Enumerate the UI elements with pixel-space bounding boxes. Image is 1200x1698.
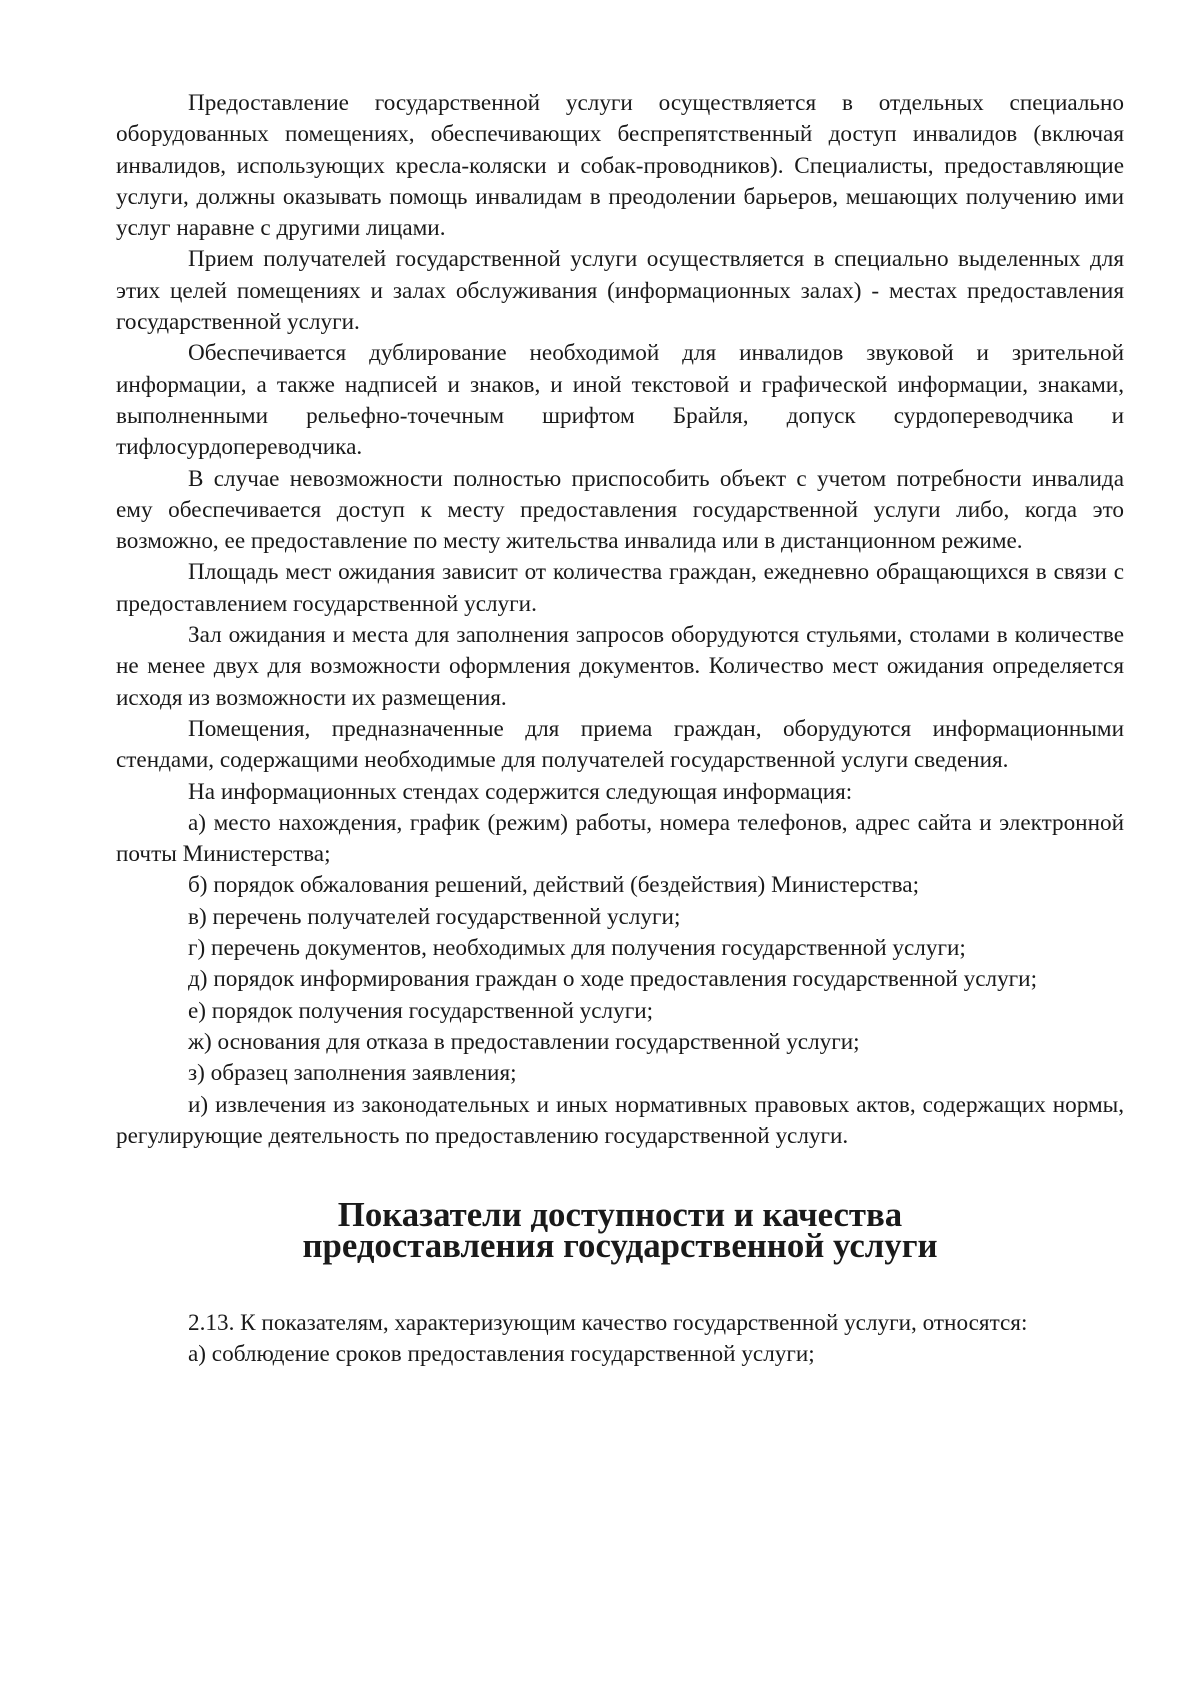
paragraph-waiting-hall: Зал ожидания и места для заполнения запросов оборудуются стульями, столами в количестве не менее двух для возможности оформления документов. Количество мест ожидания определяется исходя из возможности их размещения.: [116, 622, 1124, 711]
paragraph-reception: Прием получателей государственной услуги осуществляется в специально выделенных для этих целей помещениях и залах обслуживания (информационных залах) - местах предоставления государственной услуги.: [116, 246, 1124, 336]
list-item-zh: ж) основания для отказа в предоставлении государственной услуги;: [188, 1028, 860, 1055]
list-item-i: и) извлечения из законодательных и иных нормативных правовых актов, содержащих нормы, регулирующие деятельность по предоставлению государственной услуги.: [116, 1091, 1124, 1149]
section-heading: Показатели доступности и качества предоставления государственной услуги: [302, 1195, 938, 1266]
paragraph-duplication: Обеспечивается дублирование необходимой для инвалидов звуковой и зрительной информации, а также надписей и знаков, и иной текстовой и графической информации, знаками, выполненными рельефно-точечным шрифтом Брайля, допуск сурдопереводчика и тифлосурдопереводчика.: [116, 340, 1124, 461]
paragraph-accessibility: Предоставление государственной услуги осуществляется в отдельных специально оборудованных помещениях, обеспечивающих беспрепятственный доступ инвалидов (включая инвалидов, использующих кресла-коляски и собак-проводников). Специалисты, предоставляющие услуги, должны оказывать помощь инвалидам в преодолении барьеров, мешающих получению ими услуг наравне с другими лицами.: [116, 90, 1124, 242]
list-item-a: а) место нахождения, график (режим) работы, номера телефонов, адрес сайта и электронной почты Министерства;: [116, 809, 1124, 868]
list-item-z: з) образец заполнения заявления;: [188, 1060, 517, 1087]
paragraph-info-stands: Помещения, предназначенные для приема граждан, оборудуются информационными стендами, содержащими необходимые для получателей государственной услуги сведения.: [116, 715, 1124, 774]
list-item-b: б) порядок обжалования решений, действий (бездействия) Министерства;: [188, 872, 920, 899]
paragraph-stand-contents-intro: На информационных стендах содержится следующая информация:: [188, 778, 853, 805]
paragraph-adaptation: В случае невозможности полностью приспособить объект с учетом потребности инвалида ему обеспечивается доступ к месту предоставления государственной услуги либо, когда это возможно, ее предоставление по месту жительства инвалида или в дистанционном режиме.: [116, 465, 1124, 555]
document-page: [116, 88, 1124, 1371]
paragraph-quality-indicators: 2.13. К показателям, характеризующим качество государственной услуги, относятся:: [188, 1310, 1028, 1337]
list-item-g: г) перечень документов, необходимых для получения государственной услуги;: [188, 935, 966, 962]
list-item-d: д) порядок информирования граждан о ходе предоставления государственной услуги;: [188, 966, 1038, 993]
paragraph-waiting-area: Площадь мест ожидания зависит от количества граждан, ежедневно обращающихся в связи с предоставлением государственной услуги.: [116, 559, 1124, 617]
list-item-v: в) перечень получателей государственной услуги;: [188, 903, 681, 930]
list-item-deadlines: а) соблюдение сроков предоставления государственной услуги;: [188, 1341, 815, 1368]
list-item-e: е) порядок получения государственной услуги;: [188, 997, 654, 1024]
